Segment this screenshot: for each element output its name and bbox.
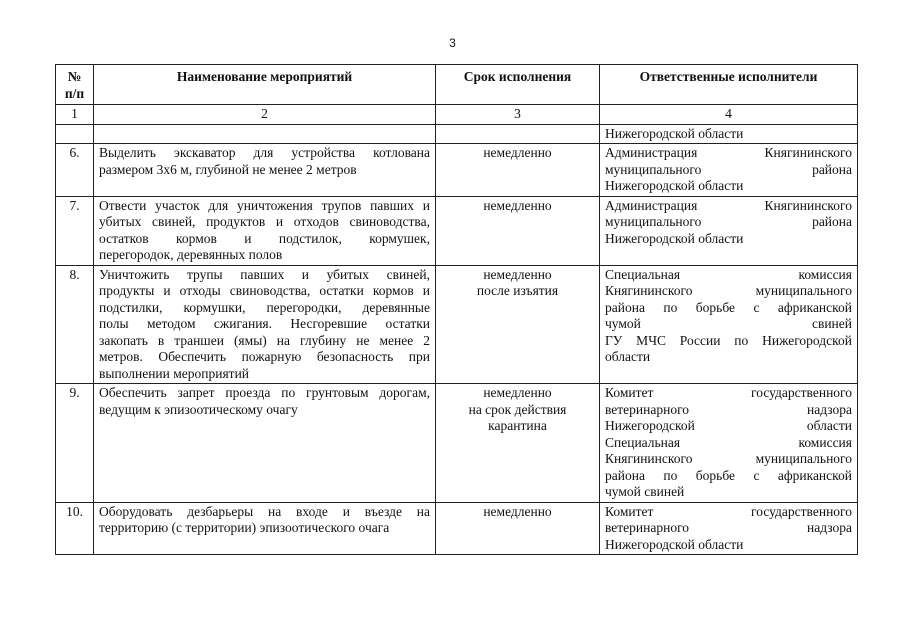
responsible-line: района по борьбе с африканской	[605, 467, 852, 483]
measure-name-line: выполнении мероприятий	[99, 365, 250, 381]
responsible-line: чумой свиней	[605, 484, 685, 499]
deadline-line: карантина	[488, 418, 547, 433]
row-number: 9.	[56, 384, 94, 503]
measure-name	[94, 144, 436, 197]
responsible-line: ветеринарного надзора	[605, 520, 852, 535]
responsible-line: Комитет государственного	[605, 385, 852, 400]
responsible	[600, 502, 858, 555]
deadline	[436, 502, 600, 555]
measure-name-line: остатков кормов и подстилок, кормушек,	[99, 230, 430, 246]
measure-name-line: ведущим к эпизоотическому очагу	[99, 401, 298, 417]
row-number: 8.	[56, 265, 94, 384]
continuation-num	[56, 124, 94, 144]
measure-name-line: Обеспечить запрет проезда по грунтовым дорогам,	[99, 385, 430, 400]
measure-name-line: Оборудовать дезбарьеры на входе и въезде на	[99, 503, 430, 519]
row-number: 10.	[56, 502, 94, 555]
deadline-line: немедленно	[483, 385, 552, 400]
responsible-line: Княгининского муниципального	[605, 283, 852, 298]
responsible	[600, 265, 858, 384]
measure-name-line: Уничтожить трупы павших и убитых свиней,	[99, 266, 430, 282]
table-header-row	[56, 65, 858, 105]
deadline-line: немедленно	[483, 503, 552, 519]
responsible	[600, 384, 858, 503]
measure-name-line: размером 3х6 м, глубиной не менее 2 метров	[99, 161, 357, 177]
responsible	[600, 196, 858, 265]
deadline-line: немедленно	[483, 145, 552, 160]
deadline	[436, 144, 600, 197]
responsible-line: Комитет государственного	[605, 503, 852, 519]
table-row	[56, 384, 858, 503]
deadline-line: немедленно	[483, 197, 552, 213]
measure-name-line: Выделить экскаватор для устройства котлована	[99, 145, 430, 160]
measure-name	[94, 265, 436, 384]
deadline-line: после изъятия	[476, 283, 559, 298]
deadline	[436, 384, 600, 503]
responsible	[600, 144, 858, 197]
measure-name-line: территорию (с территории) эпизоотического очага	[99, 520, 390, 535]
column-index: 1	[56, 105, 94, 125]
table-row	[56, 502, 858, 555]
responsible-line: Специальная комиссия	[605, 266, 852, 282]
table-row	[56, 144, 858, 197]
measure-name	[94, 502, 436, 555]
responsible-line: Нижегородской области	[605, 178, 744, 193]
responsible-line: ветеринарного надзора	[605, 401, 852, 417]
measure-name	[94, 196, 436, 265]
responsible-line: Нижегородской области	[605, 418, 852, 433]
measure-name-line: убитых свиней, продуктов и отходов свиноводства,	[99, 214, 430, 229]
responsible-line: Администрация Княгининского	[605, 197, 852, 213]
responsible-line: Администрация Княгининского	[605, 145, 852, 160]
responsible-line: Княгининского муниципального	[605, 451, 852, 466]
responsible-line: Нижегородской области	[605, 230, 744, 246]
responsible-line: ГУ МЧС России по Нижегородской	[605, 332, 852, 348]
header-term: Срок исполнения	[436, 65, 600, 105]
header-num: № п/п	[56, 65, 94, 105]
measure-name-line: подстилки, кормушки, перегородки, деревянные	[99, 299, 430, 315]
table-row	[56, 265, 858, 384]
continuation-name	[94, 124, 436, 144]
column-index-row	[56, 105, 858, 125]
column-index: 4	[600, 105, 858, 125]
responsible-line: района по борьбе с африканской	[605, 299, 852, 315]
continuation-term	[436, 124, 600, 144]
deadline	[436, 196, 600, 265]
deadline	[436, 265, 600, 384]
responsible-line: чумой свиней	[605, 316, 852, 331]
responsible-line: Специальная комиссия	[605, 434, 852, 450]
measure-name-line: перегородок, деревянных полов	[99, 247, 283, 262]
header-resp: Ответственные исполнители	[600, 65, 858, 105]
measures-table	[55, 64, 858, 555]
row-number: 6.	[56, 144, 94, 197]
row-number: 7.	[56, 196, 94, 265]
responsible-line: муниципального района	[605, 214, 852, 229]
responsible-line: Нижегородской области	[605, 536, 744, 552]
measure-name	[94, 384, 436, 503]
deadline-line: на срок действия	[468, 401, 567, 417]
measure-name-line: продукты и отходы свиноводства, остатки кормов и	[99, 283, 430, 298]
column-index: 3	[436, 105, 600, 125]
continuation-row	[56, 124, 858, 144]
continuation-resp: Нижегородской области	[600, 124, 858, 144]
page-number: 3	[449, 36, 456, 50]
measure-name-line: метров. Обеспечить пожарную безопасность при	[99, 349, 430, 364]
measure-name-line: полы методом сжигания. Несгоревшие остатки	[99, 316, 430, 331]
responsible-line: области	[605, 349, 651, 364]
deadline-line: немедленно	[483, 266, 552, 282]
header-name: Наименование мероприятий	[94, 65, 436, 105]
measure-name-line: Отвести участок для уничтожения трупов павших и	[99, 197, 430, 213]
measure-name-line: закопать в траншеи (ямы) на глубину не менее 2	[99, 332, 430, 348]
column-index: 2	[94, 105, 436, 125]
table-row	[56, 196, 858, 265]
responsible-line: муниципального района	[605, 161, 852, 177]
